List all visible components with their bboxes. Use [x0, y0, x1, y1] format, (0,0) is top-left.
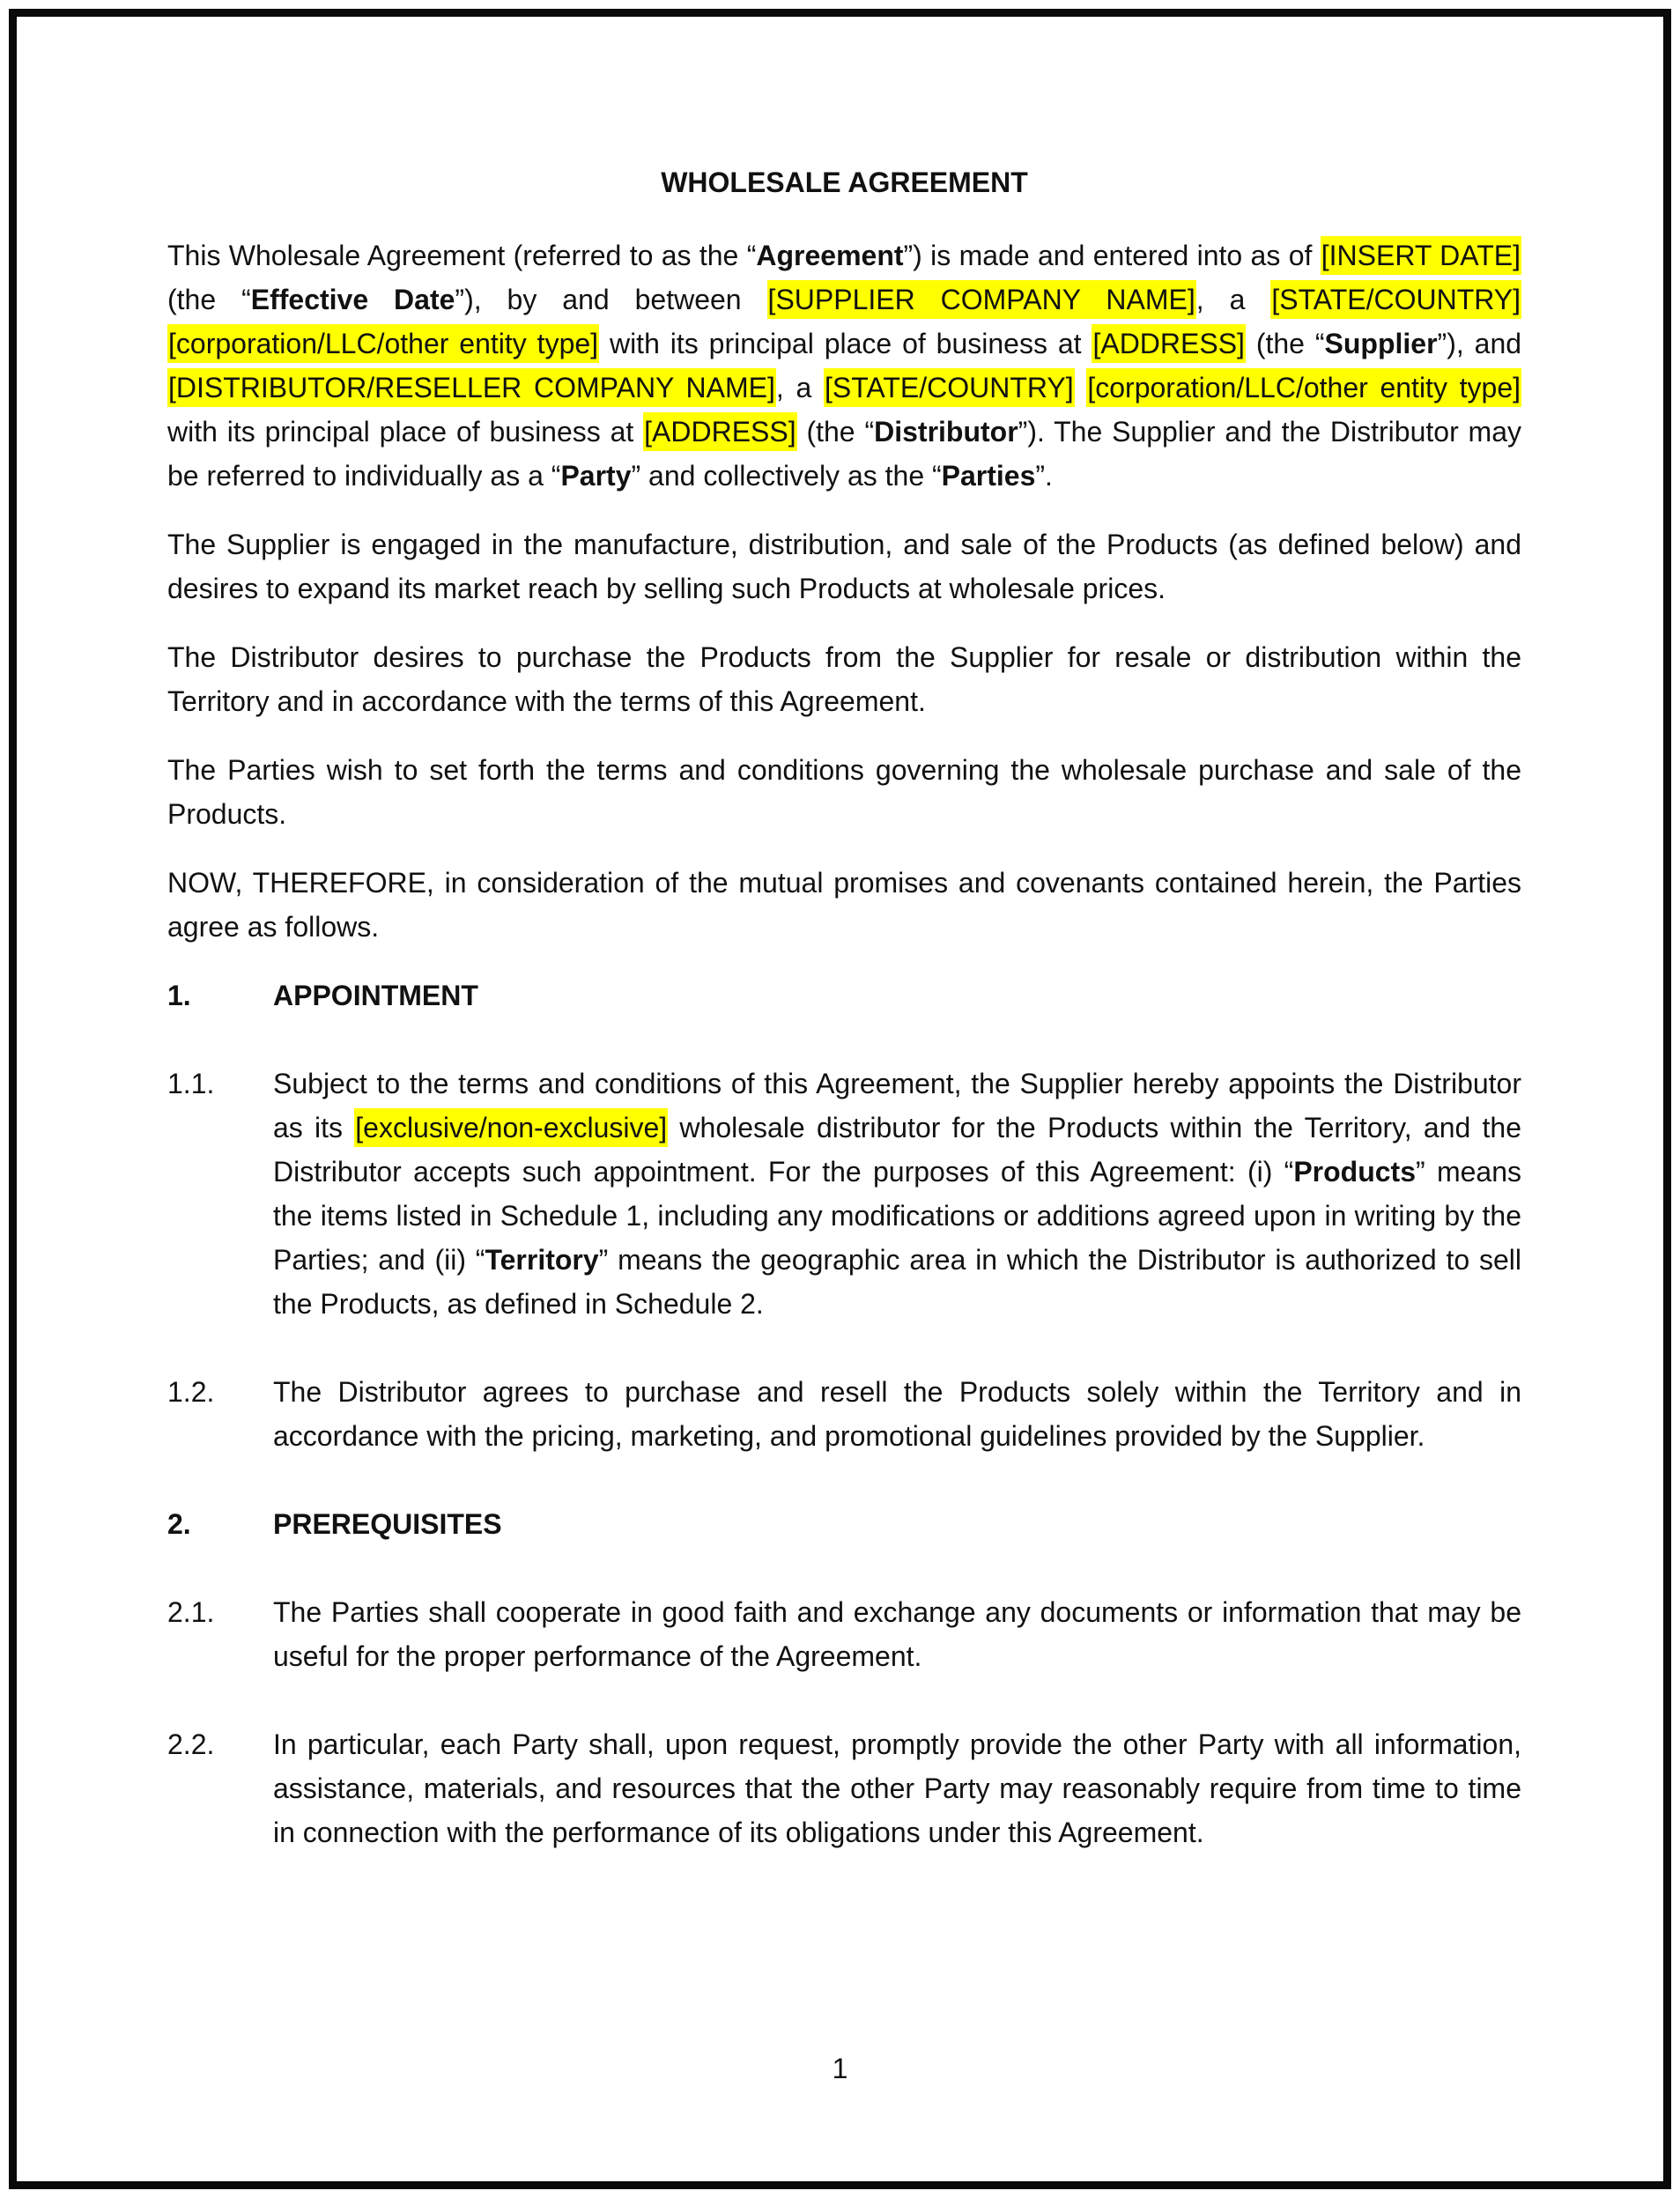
paragraph [167, 233, 1521, 498]
section-heading-label: APPOINTMENT [273, 980, 478, 1011]
text-run: (the “ [796, 416, 875, 448]
paragraph [167, 861, 1521, 949]
paragraph-text [273, 1728, 1521, 1848]
highlighted-placeholder: [ADDRESS] [1092, 324, 1245, 363]
text-run: The Distributor desires to purchase the Products from the Supplier for resale or distribution within the Territory and in accordance with the terms of this Agreement. [167, 641, 1521, 717]
clause-number: 1.1. [167, 1068, 215, 1099]
document-title: WHOLESALE AGREEMENT [661, 167, 1028, 198]
paragraph [167, 522, 1521, 611]
text-run: (the “ [167, 284, 251, 315]
text-run: , a [1195, 284, 1271, 315]
paragraph-text [273, 1068, 1521, 1320]
paragraph-text [167, 754, 1521, 830]
paragraph-text [167, 867, 1521, 943]
text-run [1075, 372, 1087, 403]
numbered-clause [167, 1722, 1521, 1854]
text-run: ”. [1035, 460, 1053, 492]
highlighted-placeholder: [ADDRESS] [643, 412, 796, 451]
text-run: The Supplier is engaged in the manufacture, distribution, and sale of the Products (as defined below) and desires to expand its market reach by selling such Products at wholesale prices. [167, 529, 1521, 604]
text-run: The Distributor agrees to purchase and resell the Products solely within the Territory and in accordance with the pricing, marketing, and promotional guidelines provided by the Supplier. [273, 1376, 1521, 1452]
text-run: ”). The Supplier and the Distributor may be referred to individually as a “ [167, 416, 1522, 492]
numbered-clause [167, 1370, 1521, 1458]
text-run: In particular, each Party shall, upon request, promptly provide the other Party with all information, assistance, materials, and resources that the other Party may reasonably require from time to time in connection with the performance of its obligations under this Agreement. [273, 1728, 1521, 1848]
clause-number: 1.2. [167, 1376, 215, 1408]
paragraph-text [273, 1376, 1521, 1452]
paragraph-text [167, 529, 1521, 604]
text-run: ” means the geographic area in which the Distributor is authorized to sell the Products, as defined in Schedule 2. [273, 1244, 1521, 1320]
numbered-clause [167, 1062, 1521, 1326]
text-run: Subject to the terms and conditions of this Agreement, the Supplier hereby appoints the Distributor as its [273, 1068, 1521, 1143]
text-run: The Parties wish to set forth the terms and conditions governing the wholesale purchase and sale of the Products. [167, 754, 1521, 830]
text-run: Agreement [756, 240, 904, 271]
page-footer [0, 2049, 1680, 2088]
highlighted-placeholder: [corporation/LLC/other entity type] [1086, 368, 1521, 407]
text-run: Distributor [874, 416, 1018, 448]
section-number: 2. [167, 1508, 191, 1540]
paragraph-text [273, 1596, 1521, 1672]
page-number: 1 [832, 2053, 848, 2084]
text-run: ”), and [1437, 328, 1522, 359]
section-heading [167, 1502, 1521, 1546]
text-run: with its principal place of business at [167, 416, 644, 448]
text-run: Products [1293, 1156, 1416, 1188]
text-run: ” means the items listed in Schedule 1, including any modifications or additions agreed upon in writing by the Parties; and (ii) “ [273, 1156, 1521, 1276]
section-heading-label: PREREQUISITES [273, 1508, 502, 1540]
text-run: with its principal place of business at [599, 328, 1092, 359]
text-run: ”) is made and entered into as of [903, 240, 1321, 271]
clause-number: 2.2. [167, 1728, 215, 1760]
highlighted-placeholder: [STATE/COUNTRY] [824, 368, 1075, 407]
clause-number: 2.1. [167, 1596, 215, 1628]
highlighted-placeholder: [SUPPLIER COMPANY NAME] [767, 280, 1196, 319]
text-run: ” and collectively as the “ [631, 460, 942, 492]
section-heading [167, 973, 1521, 1018]
highlighted-placeholder: [STATE/COUNTRY] [1270, 280, 1521, 319]
highlighted-placeholder: [DISTRIBUTOR/RESELLER COMPANY NAME] [167, 368, 776, 407]
text-run: Parties [941, 460, 1036, 492]
text-run: Party [560, 460, 632, 492]
text-run: (the “ [1245, 328, 1325, 359]
text-run: , a [775, 372, 824, 403]
text-run: Effective Date [250, 284, 455, 315]
text-run: wholesale distributor for the Products within the Territory, and the Distributor accepts such appointment. For the purposes of this Agreement: (i) “ [273, 1112, 1522, 1188]
highlighted-placeholder: [corporation/LLC/other entity type] [167, 324, 599, 363]
paragraph [167, 748, 1521, 836]
text-run: Supplier [1324, 328, 1438, 359]
text-run: The Parties shall cooperate in good faith and exchange any documents or information that may be useful for the proper performance of the Agreement. [273, 1596, 1521, 1672]
document-body [167, 233, 1521, 1854]
section-number: 1. [167, 980, 191, 1011]
highlighted-placeholder: [exclusive/non-exclusive] [354, 1108, 668, 1147]
paragraph [167, 635, 1521, 723]
text-run: Territory [485, 1244, 599, 1276]
paragraph-text [167, 236, 1521, 492]
numbered-clause [167, 1590, 1521, 1678]
text-run: This Wholesale Agreement (referred to as the “ [167, 240, 757, 271]
highlighted-placeholder: [INSERT DATE] [1321, 236, 1521, 275]
document-content [167, 160, 1521, 1898]
paragraph-text [167, 641, 1521, 717]
text-run: ”), by and between [455, 284, 767, 315]
text-run: NOW, THEREFORE, in consideration of the mutual promises and covenants contained herein, the Parties agree as follows. [167, 867, 1521, 943]
